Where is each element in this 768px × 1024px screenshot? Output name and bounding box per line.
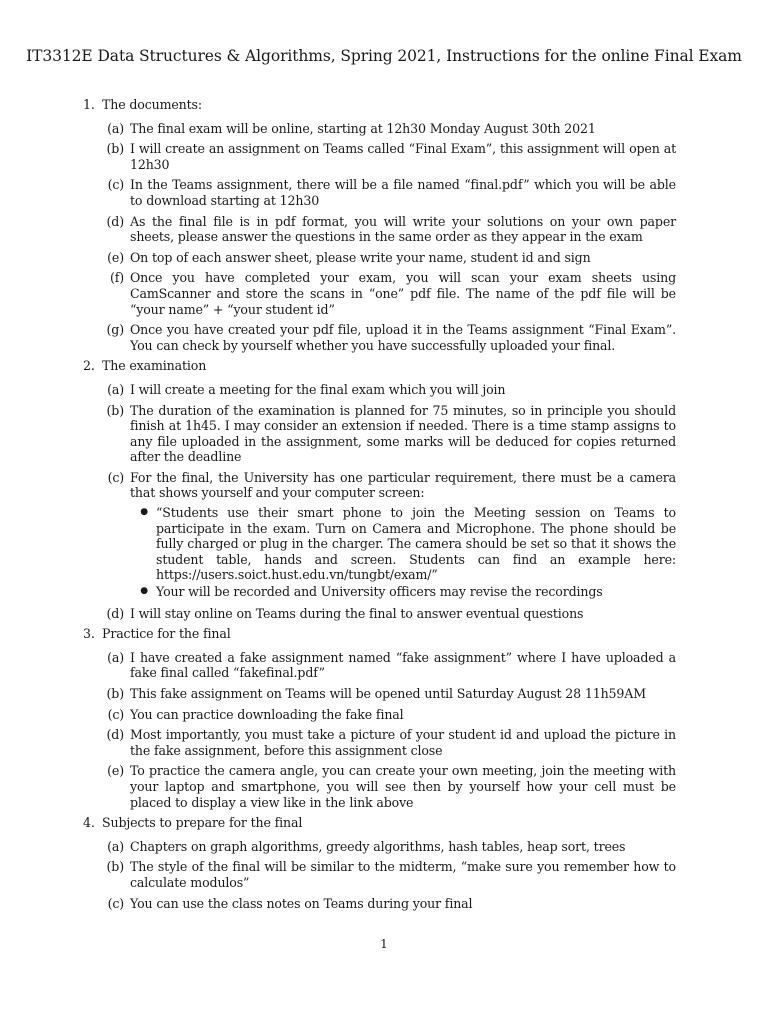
item-text: I will create an assignment on Teams called “Final Exam”, this assignment will open at 12h30 bbox=[130, 141, 676, 172]
item-label: (f) bbox=[109, 270, 124, 286]
list-item bbox=[83, 686, 676, 702]
item-text: You can practice downloading the fake final bbox=[130, 706, 404, 722]
item-text: In the Teams assignment, there will be a file named “final.pdf” which you will be able to download starting at 12h30 bbox=[130, 177, 676, 208]
item-body bbox=[130, 382, 676, 398]
list-item bbox=[83, 250, 676, 266]
item-body bbox=[130, 177, 676, 208]
list-item bbox=[83, 382, 676, 398]
item-body bbox=[130, 650, 676, 681]
item-body bbox=[130, 322, 676, 353]
item-text: The final exam will be online, starting at 12h30 Monday August 30th 2021 bbox=[130, 120, 596, 136]
list-item bbox=[83, 606, 676, 622]
list-item bbox=[83, 270, 676, 317]
item-label: (c) bbox=[107, 177, 124, 193]
list-item bbox=[83, 121, 676, 137]
section-title: Subjects to prepare for the final bbox=[102, 815, 303, 831]
item-label: (b) bbox=[106, 686, 124, 701]
item-label: (a) bbox=[107, 120, 124, 136]
item-text: I have created a fake assignment named “fake assignment” where I have uploaded a fake final called “fakefinal.pdf” bbox=[130, 649, 676, 681]
list-item bbox=[83, 141, 676, 172]
list-item bbox=[83, 896, 676, 912]
section-number: 3. bbox=[83, 626, 95, 642]
item-label: (b) bbox=[106, 859, 124, 875]
list-item bbox=[83, 470, 676, 601]
bullet-dot-icon: ● bbox=[140, 507, 148, 518]
item-body bbox=[130, 763, 676, 810]
item-label: (a) bbox=[107, 649, 124, 665]
item-label: (e) bbox=[107, 763, 124, 779]
item-text: This fake assignment on Teams will be opened until Saturday August 28 11h59AM bbox=[130, 686, 646, 701]
item-text: You can use the class notes on Teams during your final bbox=[130, 895, 473, 911]
item-label: (d) bbox=[106, 727, 124, 743]
item-body bbox=[130, 707, 676, 723]
section-items bbox=[83, 382, 676, 621]
item-body bbox=[130, 214, 676, 245]
bullet-text: Your will be recorded and University officers may revise the recordings bbox=[156, 584, 603, 600]
item-body bbox=[130, 606, 676, 622]
bullet-item bbox=[130, 584, 676, 600]
list-item bbox=[83, 727, 676, 758]
list-item bbox=[83, 707, 676, 723]
list-item bbox=[83, 177, 676, 208]
section-number: 4. bbox=[83, 815, 95, 831]
item-body bbox=[130, 270, 676, 317]
list-item bbox=[83, 322, 676, 353]
item-text: As the final file is in pdf format, you will write your solutions on your own paper sheets, please answer the questions in the same order as they appear in the exam bbox=[130, 213, 676, 245]
item-label: (c) bbox=[107, 706, 124, 722]
item-text: Once you have created your pdf file, upload it in the Teams assignment “Final Exam”. You can check by yourself whether you have successfully uploaded your final. bbox=[130, 322, 676, 353]
section-heading bbox=[83, 815, 676, 831]
section-number: 1. bbox=[83, 97, 95, 112]
list-item bbox=[83, 214, 676, 245]
bullet-item bbox=[130, 505, 676, 583]
document-title: IT3312E Data Structures & Algorithms, Spring 2021, Instructions for the online Final Exam bbox=[26, 47, 742, 65]
item-body bbox=[130, 250, 676, 266]
section-items bbox=[83, 121, 676, 354]
list-item bbox=[83, 763, 676, 810]
item-label: (a) bbox=[107, 838, 124, 854]
page-number: 1 bbox=[380, 937, 388, 951]
item-body bbox=[130, 121, 676, 137]
item-label: (d) bbox=[106, 213, 124, 229]
section-title: The examination bbox=[102, 358, 207, 374]
item-text: Once you have completed your exam, you will scan your exam sheets using CamScanner and store the scans in “one” pdf file. The name of the pdf file will be “your name” + “your student id” bbox=[130, 270, 676, 317]
item-body bbox=[130, 896, 676, 912]
item-label: (c) bbox=[107, 895, 124, 911]
item-label: (g) bbox=[106, 322, 124, 338]
item-body bbox=[130, 727, 676, 758]
item-body bbox=[130, 470, 676, 601]
item-body bbox=[130, 141, 676, 172]
item-text: Most importantly, you must take a picture of your student id and upload the picture in the fake assignment, before this assignment close bbox=[130, 727, 676, 758]
item-text: The duration of the examination is planned for 75 minutes, so in principle you should finish at 1h45. I may consider an extension if needed. There is a time stamp assigns to any file uploaded in the assignment, some marks will be deduced for copies returned after the deadline bbox=[130, 402, 676, 465]
item-body bbox=[130, 839, 676, 855]
bullet-text: “Students use their smart phone to join the Meeting session on Teams to participate in the exam. Turn on Camera and Microphone. The phone should be fully charged or plug in the charger. The camera should be set so that it shows the student table, hands and screen. Students can find an example here: https://users.soict.hust.edu.vn/tungbt/exam/” bbox=[156, 505, 676, 583]
list-item bbox=[83, 839, 676, 855]
section-number: 2. bbox=[83, 358, 95, 374]
item-text: Chapters on graph algorithms, greedy algorithms, hash tables, heap sort, trees bbox=[130, 838, 626, 854]
item-text: On top of each answer sheet, please write your name, student id and sign bbox=[130, 249, 591, 265]
section-heading bbox=[83, 358, 676, 374]
section-title: Practice for the final bbox=[102, 626, 231, 642]
item-label: (b) bbox=[106, 141, 124, 157]
section-heading bbox=[83, 97, 676, 113]
bullet-list bbox=[130, 505, 676, 600]
section-heading bbox=[83, 626, 676, 642]
item-text: For the final, the University has one particular requirement, there must be a camera that shows yourself and your computer screen: bbox=[130, 469, 676, 501]
item-label: (a) bbox=[107, 381, 124, 397]
item-text: I will create a meeting for the final exam which you will join bbox=[130, 381, 506, 397]
item-body bbox=[130, 859, 676, 890]
item-text: I will stay online on Teams during the final to answer eventual questions bbox=[130, 605, 584, 621]
list-item bbox=[83, 650, 676, 681]
list-item bbox=[83, 859, 676, 890]
item-label: (b) bbox=[106, 402, 124, 418]
item-label: (c) bbox=[107, 469, 124, 485]
item-body bbox=[130, 403, 676, 465]
section-title: The documents: bbox=[102, 97, 202, 112]
item-label: (e) bbox=[107, 249, 124, 265]
list-item bbox=[83, 403, 676, 465]
item-label: (d) bbox=[106, 605, 124, 621]
item-body bbox=[130, 686, 676, 702]
item-text: To practice the camera angle, you can create your own meeting, join the meeting with your laptop and smartphone, you will see then by yourself how your cell must be placed to display a view like in the link above bbox=[130, 763, 676, 810]
document-body bbox=[83, 97, 676, 916]
bullet-dot-icon: ● bbox=[140, 586, 148, 597]
item-text: The style of the final will be similar to the midterm, “make sure you remember how to calculate modulos” bbox=[130, 859, 676, 890]
section-items bbox=[83, 650, 676, 810]
section-items bbox=[83, 839, 676, 911]
